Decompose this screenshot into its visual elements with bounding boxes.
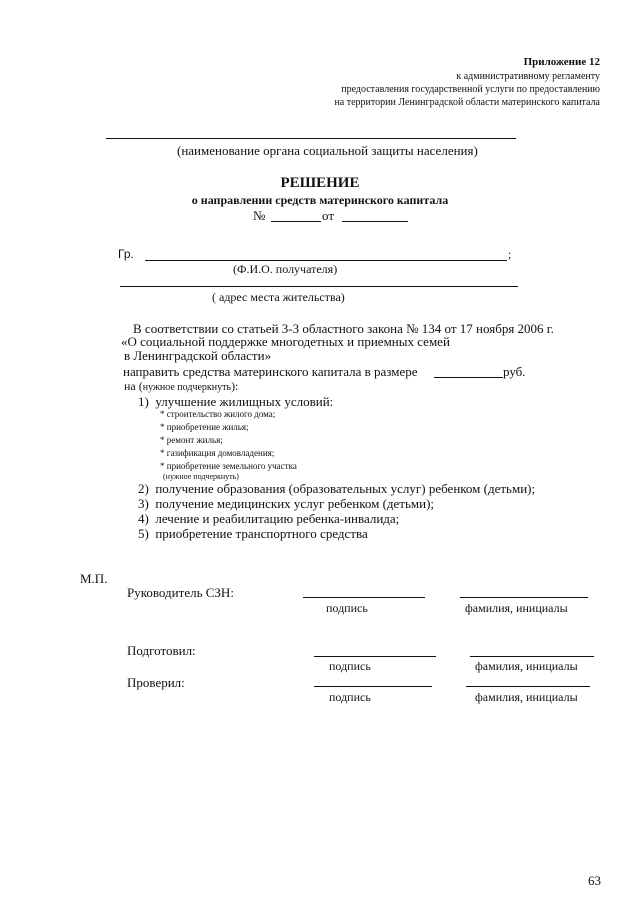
purpose-item-2-text: получение образования (образовательных услуг) ребенком (детьми); bbox=[155, 481, 536, 496]
prepared-name-caption: фамилия, инициалы bbox=[475, 659, 578, 673]
purpose-item-2 bbox=[138, 481, 535, 497]
appendix-line-1: к административному регламенту bbox=[456, 71, 600, 82]
checked-name-caption: фамилия, инициалы bbox=[475, 690, 578, 704]
prepared-label: Подготовил: bbox=[127, 643, 196, 658]
body-line-1: В соответствии со статьей 3-3 областного закона № 134 от 17 ноября 2006 г. bbox=[133, 321, 554, 336]
decision-title: РЕШЕНИЕ bbox=[280, 175, 360, 191]
purpose-item-2-num: 2) bbox=[138, 481, 149, 496]
decision-number-from: от bbox=[322, 208, 335, 223]
decision-subtitle: о направлении средств материнского капитала bbox=[191, 193, 449, 207]
housing-subitem-2: * приобретение жилья; bbox=[160, 422, 249, 432]
body-line-5-start: на ( bbox=[124, 379, 143, 393]
prepared-signature-line bbox=[314, 656, 436, 657]
appendix-line-2: предоставления государственной услуги по предоставлению bbox=[341, 84, 600, 95]
body-line-5-note: нужное подчеркнуть bbox=[142, 382, 232, 393]
prepared-signature-caption: подпись bbox=[329, 659, 371, 673]
head-signature-caption: подпись bbox=[326, 601, 368, 615]
purpose-item-5-num: 5) bbox=[138, 526, 149, 541]
purpose-item-3-num: 3) bbox=[138, 496, 149, 511]
head-name-caption: фамилия, инициалы bbox=[465, 601, 568, 615]
checked-label: Проверил: bbox=[127, 675, 185, 690]
seal-label: М.П. bbox=[80, 571, 108, 586]
amount-blank bbox=[434, 377, 503, 378]
appendix-line-3: на территории Ленинградской области материнского капитала bbox=[334, 97, 600, 108]
recipient-name-line bbox=[145, 260, 507, 261]
recipient-prefix: Гр. bbox=[118, 247, 134, 261]
body-line-4-end: руб. bbox=[503, 364, 526, 379]
body-line-3: в Ленинградской области» bbox=[124, 348, 272, 363]
housing-subitem-5: * приобретение земельного участка bbox=[160, 461, 297, 471]
housing-subitem-3: * ремонт жилья; bbox=[160, 435, 223, 445]
organ-name-line bbox=[106, 138, 516, 139]
checked-signature-line bbox=[314, 686, 432, 687]
housing-subitem-4: * газификация домовладения; bbox=[160, 448, 275, 458]
checked-name-line bbox=[466, 686, 590, 687]
purpose-item-3-text: получение медицинских услуг ребенком (детьми); bbox=[155, 496, 435, 511]
organ-caption: (наименование органа социальной защиты населения) bbox=[177, 143, 478, 158]
purpose-item-5-text: приобретение транспортного средства bbox=[155, 526, 368, 541]
purpose-item-1 bbox=[138, 394, 333, 410]
recipient-name-caption: (Ф.И.О. получателя) bbox=[233, 262, 338, 276]
recipient-address-caption: ( адрес места жительства) bbox=[212, 290, 345, 304]
checked-signature-caption: подпись bbox=[329, 690, 371, 704]
appendix-title: Приложение 12 bbox=[523, 56, 600, 68]
body-line-4-start: направить средства материнского капитала в размере bbox=[123, 364, 418, 379]
decision-number-prefix: № bbox=[253, 208, 266, 223]
recipient-suffix: ; bbox=[508, 247, 512, 261]
prepared-name-line bbox=[470, 656, 594, 657]
housing-subitem-1: * строительство жилого дома; bbox=[160, 409, 276, 419]
purpose-item-1-num: 1) bbox=[138, 394, 149, 409]
purpose-item-4 bbox=[138, 511, 399, 527]
decision-number-blank bbox=[271, 221, 321, 222]
purpose-item-3 bbox=[138, 496, 434, 512]
decision-date-blank bbox=[342, 221, 408, 222]
head-label: Руководитель СЗН: bbox=[127, 585, 234, 600]
purpose-item-5 bbox=[138, 526, 368, 542]
page-number: 63 bbox=[588, 873, 601, 888]
body-line-5-end: ): bbox=[231, 379, 239, 393]
body-line-2: «О социальной поддержке многодетных и приемных семей bbox=[121, 334, 450, 349]
purpose-item-4-text: лечение и реабилитацию ребенка-инвалида; bbox=[155, 511, 400, 526]
housing-subitem-note: (нужное подчеркнуть) bbox=[163, 472, 239, 481]
purpose-item-1-text: улучшение жилищных условий: bbox=[155, 394, 334, 409]
purpose-item-4-num: 4) bbox=[138, 511, 149, 526]
head-name-line bbox=[460, 597, 588, 598]
recipient-address-line bbox=[120, 286, 518, 287]
head-signature-line bbox=[303, 597, 425, 598]
body-line-5 bbox=[124, 379, 238, 394]
